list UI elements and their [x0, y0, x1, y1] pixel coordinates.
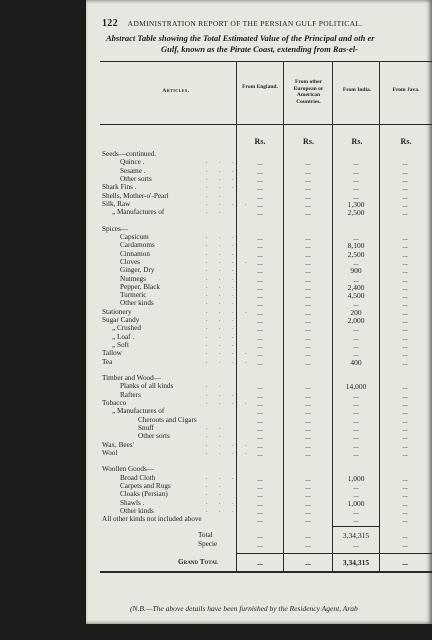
grand-total-top-rule [236, 553, 432, 554]
row-value-c2: ... [305, 482, 311, 491]
row-label: „ Soft [112, 340, 129, 349]
row-value-c1: ... [257, 174, 263, 184]
leader-dots: . . [206, 383, 226, 390]
table-top-rule [100, 61, 432, 62]
row-value-c2: ... [305, 473, 311, 483]
row-value-c3: ... [353, 432, 359, 442]
leader-dots: . . . [206, 159, 239, 166]
leader-dots: . . . [206, 184, 239, 191]
row-value-c4: ... [402, 432, 408, 442]
row-value-c3: ... [353, 166, 359, 176]
row-label: Shark Fins . [102, 183, 137, 192]
leader-dots: . . . [206, 325, 239, 332]
row-value-c2: ... [305, 191, 311, 201]
row-label: Planks of all kinds [120, 382, 174, 391]
row-value-c2: ... [305, 291, 311, 301]
row-value-c1: ... [257, 266, 263, 276]
row-label: Stationery [102, 307, 132, 316]
leader-dots: . . . [206, 292, 239, 299]
row-label: Turmeric [120, 291, 147, 300]
row-value-c1: ... [257, 183, 263, 193]
grand-total-england: ... [257, 558, 263, 567]
leader-dots: . . . [206, 234, 239, 240]
row-value-c2: ... [305, 448, 311, 458]
row-value-c4: ... [402, 158, 408, 168]
row-value-c3: ... [353, 440, 359, 450]
row-value-c3: ... [353, 332, 359, 342]
row-value-c3: 4,500 [347, 291, 365, 301]
row-label: Cardamoms [120, 241, 155, 250]
row-label: Cloaks (Persian) [120, 490, 168, 499]
row-label: Silk, Raw [102, 199, 131, 208]
leader-dots: . . . . [206, 200, 252, 207]
total-india: 3,34,315 [342, 531, 370, 540]
leader-dots: . . . [206, 167, 239, 174]
row-value-c4: ... [402, 307, 408, 317]
row-label: „ Loaf . [112, 332, 135, 341]
row-value-c3: ... [353, 506, 359, 516]
row-value-c3: ... [353, 490, 359, 500]
leader-dots: . . . [206, 507, 239, 514]
row-value-c4: ... [402, 357, 408, 367]
leader-dots: . . [206, 483, 226, 489]
row-value-c3: ... [353, 399, 359, 408]
row-label: Other kinds [120, 506, 154, 515]
row-value-c2: ... [305, 282, 311, 292]
row-value-c2: ... [305, 183, 311, 193]
row-value-c2: ... [305, 490, 311, 500]
specie-england: ... [257, 540, 263, 549]
row-value-c4: ... [402, 166, 408, 176]
row-value-c2: ... [305, 423, 311, 433]
row-value-c1: ... [257, 299, 263, 309]
row-value-c1: ... [257, 291, 263, 301]
leader-dots: . . . [206, 474, 239, 481]
row-value-c2: ... [305, 357, 311, 367]
row-value-c3: 400 [350, 357, 362, 367]
specie-europe: ... [305, 540, 311, 549]
row-value-c3: 2,400 [347, 282, 365, 292]
row-value-c4: ... [402, 490, 408, 500]
row-value-c4: ... [402, 440, 408, 450]
row-value-c3: ... [353, 257, 359, 267]
row-value-c1: ... [257, 158, 263, 168]
row-value-c4: ... [402, 324, 408, 334]
row-value-c4: ... [402, 257, 408, 267]
row-value-c3: 8,100 [347, 241, 365, 251]
row-value-c3: ... [353, 324, 359, 334]
footnote: (N.B.—The above details have been furnished by the Residency Agent, Arab [130, 604, 358, 613]
row-value-c2: ... [305, 199, 311, 209]
header-bottom-rule [100, 124, 432, 125]
row-label: Tobacco [102, 399, 127, 407]
row-value-c3: ... [353, 183, 359, 193]
row-value-c1: ... [257, 324, 263, 334]
row-value-c4: ... [402, 399, 408, 408]
total-label: Total [198, 531, 213, 539]
row-label: Carpets and Rugs [120, 482, 171, 490]
row-label: Sesame . [120, 166, 146, 175]
row-value-c2: ... [305, 208, 311, 218]
leader-dots: . . . [206, 499, 239, 506]
row-value-c3: ... [353, 482, 359, 491]
row-value-c4: ... [402, 249, 408, 259]
row-value-c1: ... [257, 490, 263, 500]
row-value-c1: ... [257, 357, 263, 367]
leader-dots: . . . [206, 175, 239, 182]
row-value-c1: ... [257, 282, 263, 292]
row-value-c2: ... [305, 332, 311, 342]
row-value-c2: ... [305, 257, 311, 267]
row-value-c1: ... [257, 349, 263, 359]
row-value-c4: ... [402, 473, 408, 483]
row-value-c3: ... [353, 515, 359, 525]
row-value-c1: ... [257, 257, 263, 267]
row-value-c2: ... [305, 432, 311, 442]
grand-total-india: 3,34,315 [342, 558, 370, 567]
leader-dots: . . . . [206, 358, 252, 365]
leader-dots: . . . [206, 267, 239, 274]
row-value-c2: ... [305, 316, 311, 325]
row-value-c2: ... [305, 174, 311, 184]
row-value-c3: ... [353, 390, 359, 400]
table-title-line1: Abstract Table showing the Total Estimated Value of the Principal and oth er [106, 33, 375, 43]
row-value-c3: ... [353, 423, 359, 433]
row-label: Wax, Bees' [102, 440, 134, 449]
total-rule-india [332, 526, 379, 527]
unit-england: Rs. [254, 137, 266, 146]
row-value-c1: ... [257, 382, 263, 392]
table-bottom-rule [100, 571, 432, 573]
row-label: Rafters [120, 390, 141, 399]
row-value-c2: ... [305, 241, 311, 251]
row-value-c4: ... [402, 332, 408, 342]
row-value-c1: ... [257, 423, 263, 433]
grand-total-label: Grand Total [178, 558, 219, 566]
leader-dots: . . . . [206, 449, 252, 456]
total-java: ... [402, 531, 408, 540]
leader-dots: . . [206, 192, 226, 199]
leader-dots: . . . [206, 275, 239, 282]
row-value-c4: ... [402, 515, 408, 525]
row-value-c1: ... [257, 316, 263, 325]
row-value-c3: ... [353, 299, 359, 309]
document-page [86, 0, 432, 624]
row-value-c1: ... [257, 191, 263, 201]
row-value-c1: ... [257, 241, 263, 251]
row-value-c1: ... [257, 448, 263, 458]
row-value-c1: ... [257, 515, 263, 525]
row-value-c2: ... [305, 274, 311, 284]
row-value-c2: ... [305, 407, 311, 417]
row-value-c1: ... [257, 390, 263, 400]
row-value-c2: ... [305, 349, 311, 359]
row-value-c1: ... [257, 407, 263, 417]
row-label: Wool [102, 448, 118, 457]
row-label: Cheroots and Cigars [138, 415, 197, 424]
row-label: Seeds—continued. [102, 150, 157, 158]
row-value-c1: ... [257, 307, 263, 317]
total-row [86, 531, 432, 540]
row-value-c4: ... [402, 299, 408, 309]
row-label: Ginger, Dry [120, 266, 155, 275]
row-value-c2: ... [305, 390, 311, 400]
row-value-c2: ... [305, 166, 311, 176]
row-value-c4: ... [402, 407, 408, 417]
row-value-c4: ... [402, 498, 408, 508]
row-value-c4: ... [402, 241, 408, 251]
row-label: Shawls . [120, 498, 145, 507]
row-value-c4: ... [402, 423, 408, 433]
row-value-c4: ... [402, 282, 408, 292]
row-label: Tallow [102, 349, 122, 358]
unit-europe: Rs. [303, 137, 314, 146]
row-value-c1: ... [257, 482, 263, 491]
row-label: All other kinds not included above [102, 515, 202, 524]
row-value-c3: 200 [350, 307, 362, 317]
grand-total-europe: ... [305, 558, 311, 567]
row-label: Tea [102, 357, 113, 366]
leader-dots: . . . . [206, 400, 252, 406]
row-value-c4: ... [402, 390, 408, 400]
row-value-c3: 1,300 [347, 199, 365, 209]
row-label: Woollen Goods— [102, 465, 154, 474]
row-value-c3: 900 [350, 266, 362, 276]
running-title: ADMINISTRATION REPORT OF THE PERSIAN GULF POLITICAL. [127, 19, 363, 28]
row-value-c2: ... [305, 249, 311, 259]
leader-dots: . . . [206, 250, 239, 257]
row-value-c3: 1,000 [347, 473, 365, 483]
unit-java: Rs. [400, 137, 412, 146]
row-label: „ Crushed [112, 324, 141, 333]
row-value-c3: ... [353, 233, 359, 242]
row-value-c3: 2,500 [347, 249, 365, 259]
row-value-c3: ... [353, 349, 359, 359]
table-title [106, 33, 430, 55]
leader-dots: . . [206, 209, 226, 216]
row-value-c1: ... [257, 432, 263, 442]
row-value-c1: ... [257, 249, 263, 259]
row-label: Other kinds [120, 299, 154, 308]
column-header-england: From England. [242, 84, 278, 90]
leader-dots: . . . [206, 283, 239, 290]
row-label: Cloves [120, 257, 140, 266]
leader-dots: . . . . [206, 258, 252, 265]
row-value-c4: ... [402, 340, 408, 350]
leader-dots: . . . . [206, 350, 252, 357]
row-label: Other sorts [120, 174, 152, 183]
column-header-java: From Java. [392, 87, 420, 93]
total-europe: ... [305, 531, 311, 540]
row-value-c1: ... [257, 340, 263, 350]
row-value-c1: ... [257, 415, 263, 425]
row-label: Spices— [102, 224, 128, 233]
row-value-c2: ... [305, 506, 311, 516]
row-value-c3: ... [353, 448, 359, 458]
row-value-c1: ... [257, 498, 263, 508]
row-value-c2: ... [305, 233, 311, 242]
row-value-c4: ... [402, 174, 408, 184]
row-label: Other sorts [138, 432, 170, 441]
grand-total-java: ... [402, 558, 408, 567]
row-label: Capsicum [120, 233, 149, 241]
row-value-c1: ... [257, 506, 263, 516]
row-value-c3: 14,000 [345, 382, 367, 392]
row-label: Timber and Wood— [102, 374, 161, 383]
row-value-c2: ... [305, 307, 311, 317]
row-value-c3: 2,500 [347, 208, 365, 218]
row-value-c4: ... [402, 316, 408, 325]
row-value-c2: ... [305, 498, 311, 508]
row-value-c3: ... [353, 158, 359, 168]
row-value-c2: ... [305, 299, 311, 309]
leader-dots: . . . [206, 341, 239, 348]
grand-total-row [86, 558, 432, 567]
leader-dots: . . [206, 491, 226, 498]
row-value-c3: 1,000 [347, 498, 365, 508]
page-number: 122 [102, 18, 118, 29]
row-value-c2: ... [305, 266, 311, 276]
row-value-c3: ... [353, 340, 359, 350]
row-label: Sugar Candy [102, 316, 140, 324]
row-value-c2: ... [305, 440, 311, 450]
row-value-c1: ... [257, 199, 263, 209]
row-value-c4: ... [402, 382, 408, 392]
row-value-c1: ... [257, 332, 263, 342]
row-value-c2: ... [305, 382, 311, 392]
row-value-c3: ... [353, 415, 359, 425]
leader-dots: . . . [206, 300, 239, 307]
row-value-c4: ... [402, 183, 408, 193]
row-value-c3: ... [353, 407, 359, 417]
row-value-c4: ... [402, 482, 408, 491]
row-value-c1: ... [257, 233, 263, 242]
row-value-c1: ... [257, 473, 263, 483]
row-value-c3: 2,000 [347, 316, 365, 325]
row-value-c2: ... [305, 415, 311, 425]
row-value-c2: ... [305, 324, 311, 334]
column-header-india: From India. [342, 87, 372, 93]
leader-dots: . . . [206, 391, 239, 398]
row-label: Broad Cloth [120, 473, 156, 482]
row-value-c1: ... [257, 208, 263, 218]
specie-java: ... [402, 540, 408, 549]
running-header [102, 18, 428, 29]
row-value-c3: ... [353, 174, 359, 184]
row-value-c3: ... [353, 191, 359, 201]
unit-india: Rs. [351, 137, 363, 146]
row-value-c4: ... [402, 233, 408, 242]
row-value-c4: ... [402, 191, 408, 201]
row-value-c3: ... [353, 274, 359, 284]
row-value-c4: ... [402, 199, 408, 209]
row-label: „ Manufactures of [112, 407, 165, 416]
row-value-c2: ... [305, 399, 311, 408]
row-label: Shells, Mother-o'-Pearl [102, 191, 169, 200]
leader-dots: . . . . [206, 308, 252, 315]
row-label: „ Manufactures of [112, 208, 165, 217]
row-value-c1: ... [257, 399, 263, 408]
row-value-c4: ... [402, 415, 408, 425]
row-value-c4: ... [402, 266, 408, 276]
row-label: Nutmegs [120, 274, 146, 283]
row-value-c1: ... [257, 166, 263, 176]
row-value-c2: ... [305, 515, 311, 525]
specie-row [86, 540, 432, 549]
row-value-c2: ... [305, 340, 311, 350]
column-header-articles: Articles. [162, 88, 190, 94]
leader-dots: . . . [206, 333, 239, 340]
specie-india: ... [353, 540, 359, 549]
row-value-c4: ... [402, 506, 408, 516]
leader-dots: . . . [206, 317, 239, 323]
row-label: Quince . [120, 158, 145, 167]
column-header-europe: From other European or American Countries. [293, 79, 324, 105]
row-label: Cinnamon [120, 249, 150, 258]
row-value-c4: ... [402, 291, 408, 301]
row-value-c4: ... [402, 448, 408, 458]
row-label: Pepper, Black [120, 282, 161, 291]
row-value-c4: ... [402, 349, 408, 359]
specie-label: Specie [198, 540, 218, 548]
row-value-c1: ... [257, 440, 263, 450]
row-label: Snuff [138, 423, 154, 432]
leader-dots: . . . . [206, 441, 252, 448]
total-england: ... [257, 531, 263, 540]
table-row [86, 515, 432, 524]
row-value-c4: ... [402, 274, 408, 284]
row-value-c2: ... [305, 158, 311, 168]
leader-dots: . . . [206, 242, 239, 249]
table-title-line2: Gulf, known as the Pirate Coast, extending from Ras-el- [161, 44, 358, 54]
leader-dots: . . [206, 433, 226, 440]
leader-dots: . . [206, 424, 226, 431]
row-value-c4: ... [402, 208, 408, 218]
row-value-c1: ... [257, 274, 263, 284]
